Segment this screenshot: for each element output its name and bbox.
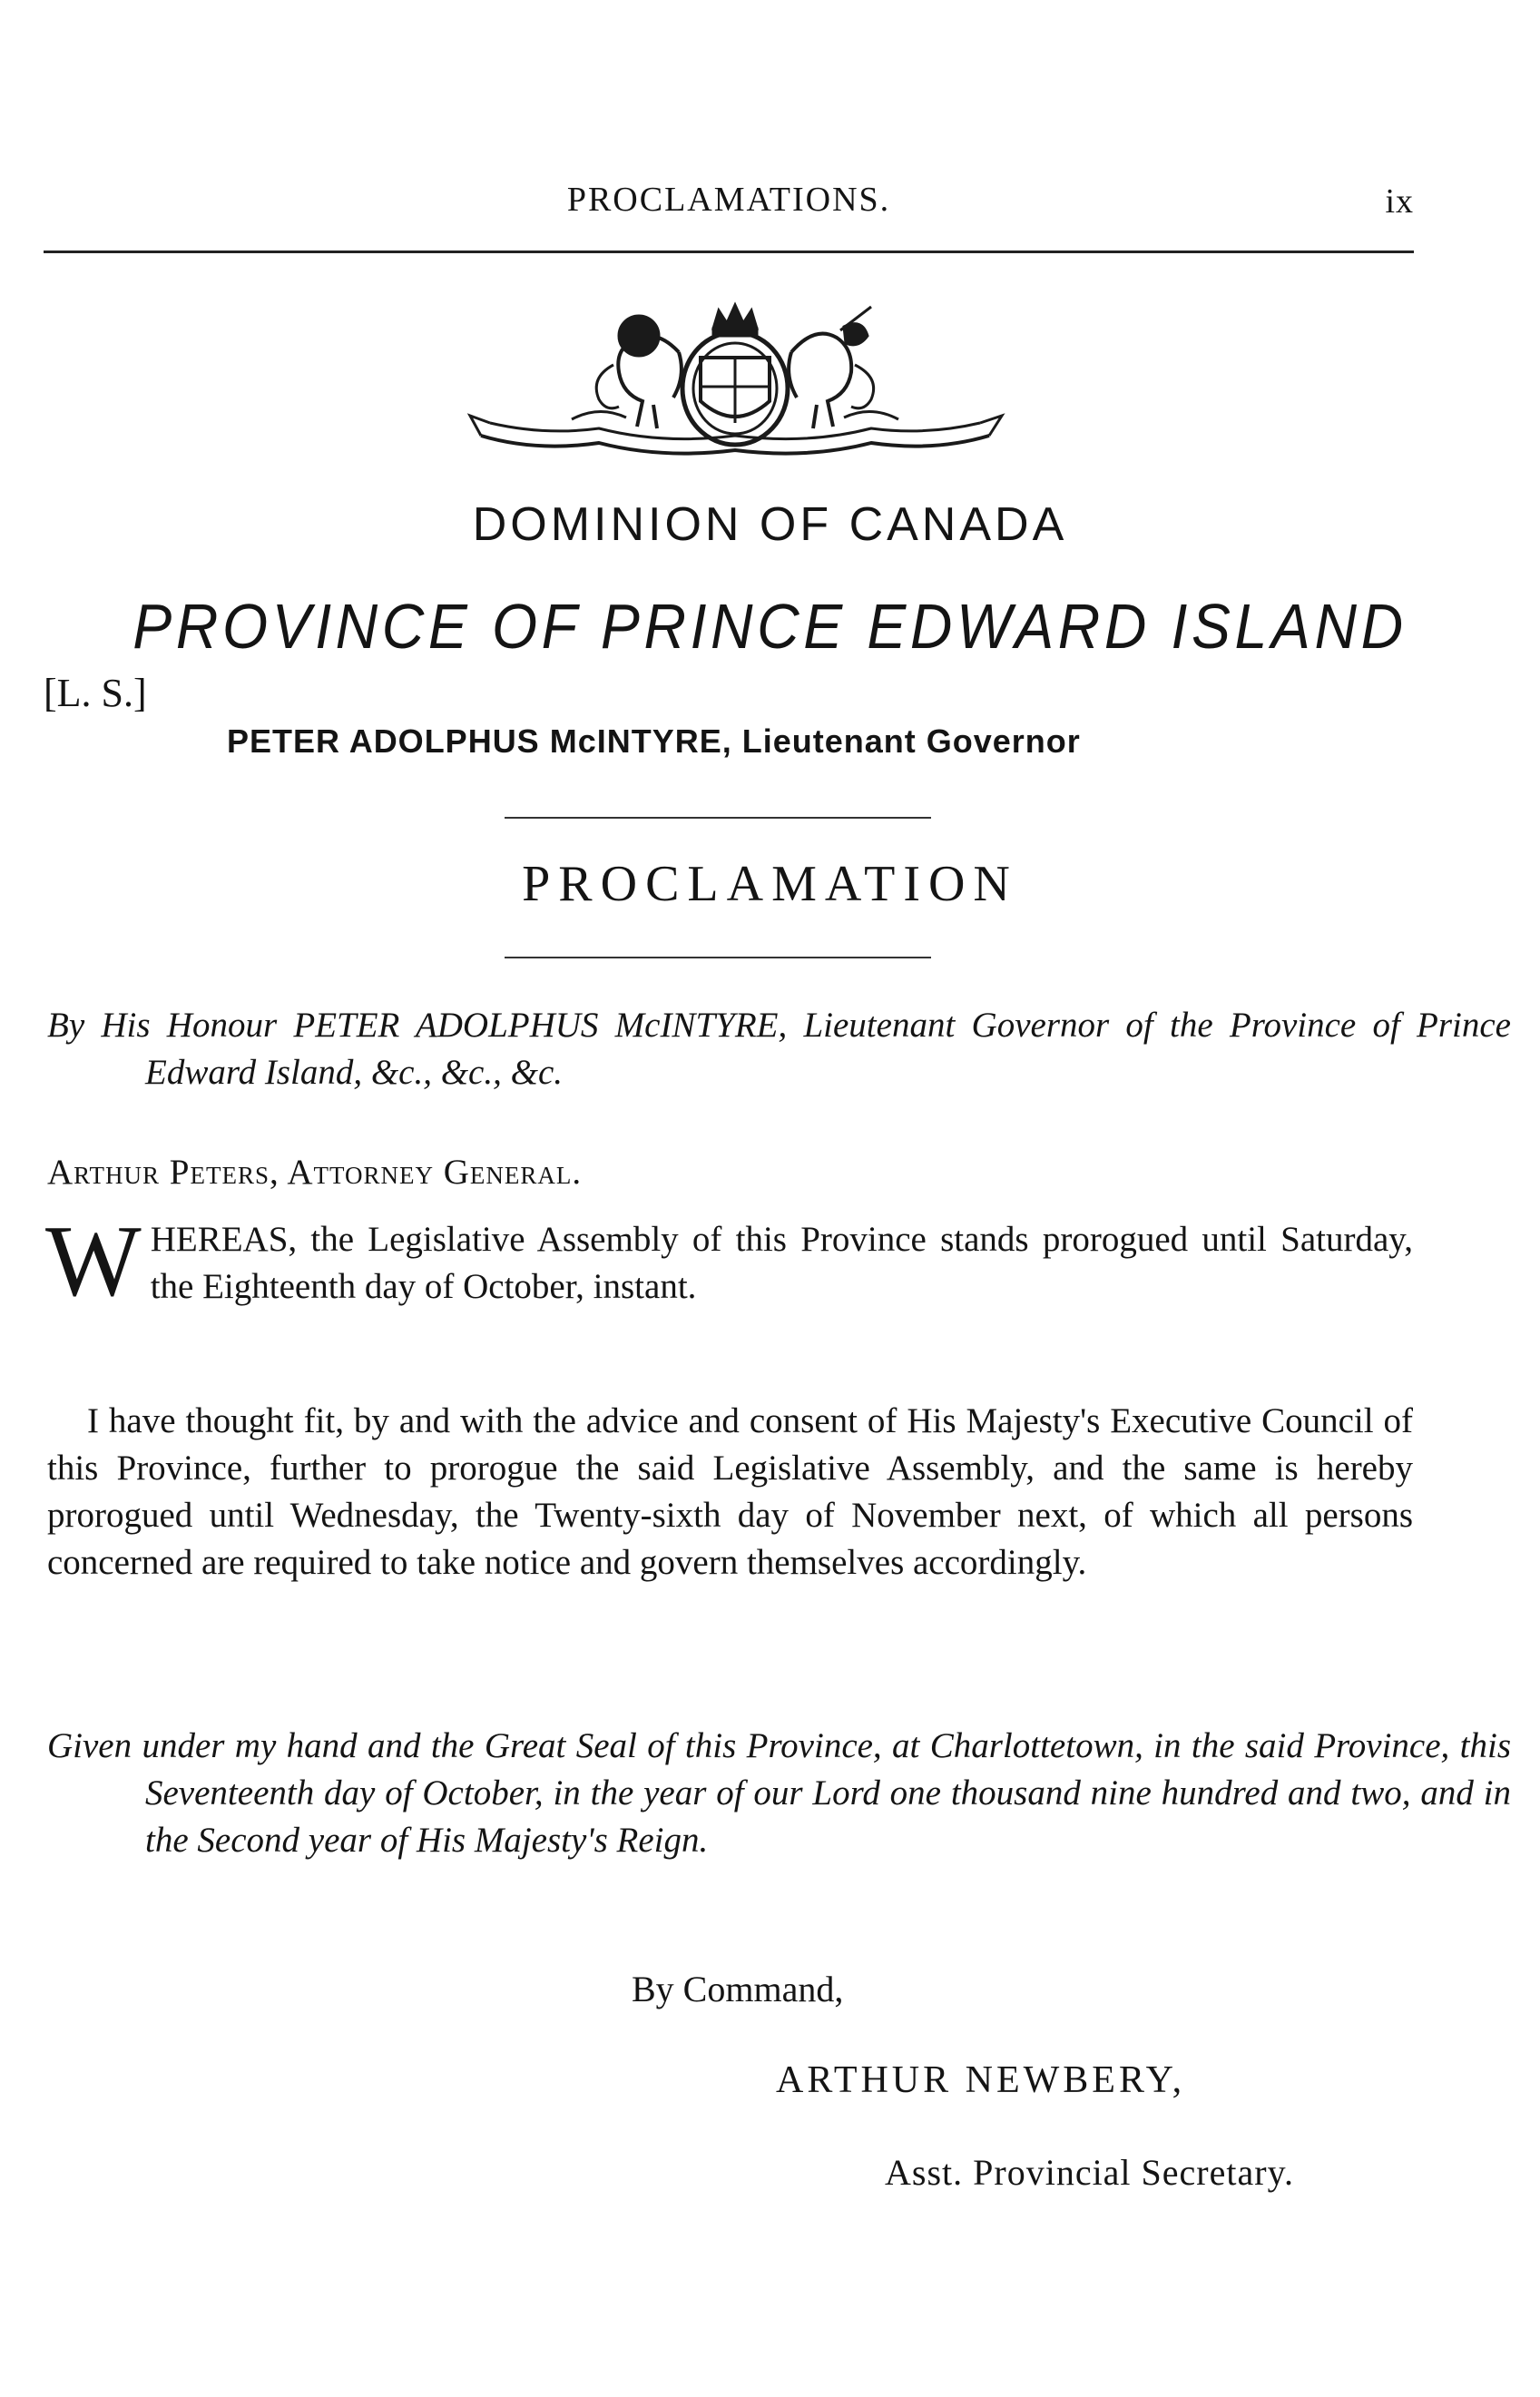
royal-coat-of-arms-icon [463,300,1007,472]
whereas-text: HEREAS, the Legislative Assembly of this Province stands prorogued until Saturday, the Eighteenth day of October, instant. [150,1220,1413,1306]
title-rule-top [505,817,931,819]
whereas-paragraph [45,1205,1413,1318]
prorogation-paragraph: I have thought fit, by and with the advice and consent of His Majesty's Executive Council of this Province, further to prorogue the said Legislative Assembly, and the same is hereby prorogued until Wednesday, the Twenty-sixth day of November next, of which all persons concerned are required to take notice and govern themselves accordingly. [47,1401,1413,1582]
running-title: PROCLAMATIONS. [566,181,891,219]
province-heading: PROVINCE OF PRINCE EDWARD ISLAND [132,591,1408,662]
seal-mark: [L. S.] [44,671,147,715]
page-number: ix [1385,182,1414,221]
header-rule [44,251,1414,253]
signer-name: ARTHUR NEWBERY, [776,2059,1186,2101]
running-head [44,180,1414,234]
title-rule-bottom [505,957,931,958]
drop-cap: W [45,1205,142,1318]
signer-title: Asst. Provincial Secretary. [885,2152,1294,2193]
proclamation-title: PROCLAMATION [522,856,1018,912]
by-honour-paragraph: By His Honour PETER ADOLPHUS McINTYRE, Lieutenant Governor of the Province of Prince Edward Island, &c., &c., &c. [47,1006,1511,1092]
attorney-line: Arthur Peters, Attorney General. [47,1153,583,1192]
given-paragraph: Given under my hand and the Great Seal of this Province, at Charlottetown, in the said Province, this Seventeenth day of October, in the year of our Lord one thousand nine hundred and two, and in the Second year of His Majesty's Reign. [47,1726,1511,1860]
governor-line: PETER ADOLPHUS McINTYRE, Lieutenant Governor [227,722,1081,760]
dominion-heading: DOMINION OF CANADA [472,498,1068,551]
by-command-line: By Command, [632,1969,844,2009]
